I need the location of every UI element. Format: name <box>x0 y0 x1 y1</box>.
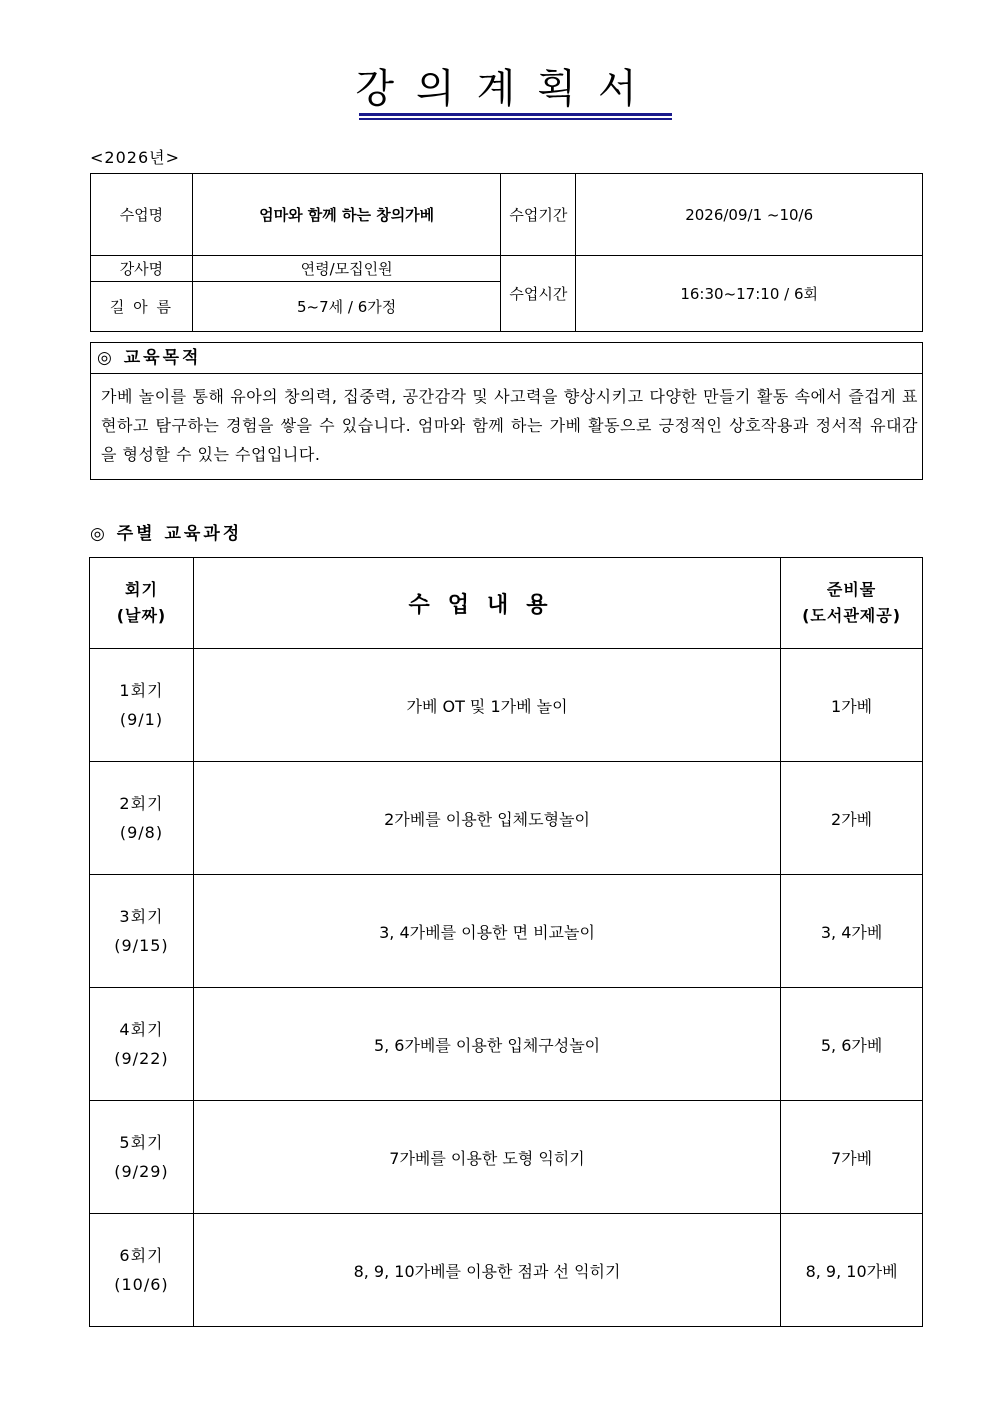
session-cell <box>90 875 194 988</box>
session-date: (10/6) <box>114 1275 169 1294</box>
instructor-label: 강사명 <box>91 256 193 282</box>
session-date: (9/1) <box>119 710 164 729</box>
title-underline-secondary <box>359 118 672 120</box>
session-date: (9/29) <box>114 1162 169 1181</box>
session-material: 5, 6가베 <box>781 988 923 1101</box>
session-content: 5, 6가베를 이용한 입체구성놀이 <box>193 988 780 1101</box>
session-content: 8, 9, 10가베를 이용한 점과 선 익히기 <box>193 1214 780 1327</box>
header-material <box>781 558 923 649</box>
time-label: 수업시간 <box>501 256 576 332</box>
session-material: 2가베 <box>781 762 923 875</box>
session-content: 가베 OT 및 1가베 놀이 <box>193 649 780 762</box>
class-info-table <box>90 173 923 332</box>
session-number: 4회기 <box>119 1020 164 1039</box>
education-goal-text: 가베 놀이를 통해 유아의 창의력, 집중력, 공간감각 및 사고력을 향상시키고 다양한 만들기 활동 속에서 즐겁게 표현하고 탐구하는 경험을 쌓을 수 있습니다. 엄마와 함께 하는 가베 활동으로 긍정적인 상호작용과 정서적 유대감을 형성할 수 있는 수업입니다. <box>101 387 918 464</box>
session-cell <box>90 1214 194 1327</box>
class-name-value: 엄마와 함께 하는 창의가베 <box>192 174 501 256</box>
table-row <box>90 762 923 875</box>
session-number: 5회기 <box>119 1133 164 1152</box>
session-cell <box>90 762 194 875</box>
education-goal-box <box>90 342 923 480</box>
session-material: 8, 9, 10가베 <box>781 1214 923 1327</box>
header-session <box>90 558 194 649</box>
session-date: (9/8) <box>119 823 164 842</box>
age-capacity-value: 5~7세 / 6가정 <box>192 282 501 332</box>
table-row <box>90 649 923 762</box>
title-underline <box>359 113 672 116</box>
session-number: 2회기 <box>119 794 164 813</box>
session-number: 1회기 <box>119 681 164 700</box>
session-content: 2가베를 이용한 입체도형놀이 <box>193 762 780 875</box>
weekly-curriculum-table <box>89 557 923 1327</box>
header-content: 수업내용 <box>193 558 780 649</box>
curriculum-rows <box>90 649 923 1327</box>
class-name-label: 수업명 <box>91 174 193 256</box>
session-number: 6회기 <box>119 1246 164 1265</box>
session-number: 3회기 <box>119 907 164 926</box>
session-cell <box>90 649 194 762</box>
period-label: 수업기간 <box>501 174 576 256</box>
table-row <box>90 1214 923 1327</box>
session-cell <box>90 988 194 1101</box>
header-material-note: (도서관제공) <box>802 606 902 625</box>
session-content: 7가베를 이용한 도형 익히기 <box>193 1101 780 1214</box>
table-row <box>90 1101 923 1214</box>
session-date: (9/22) <box>114 1049 169 1068</box>
document-title: 강의계획서 <box>355 66 659 112</box>
header-date-label: (날짜) <box>116 606 167 625</box>
session-material: 7가베 <box>781 1101 923 1214</box>
session-cell <box>90 1101 194 1214</box>
education-goal-heading: ◎ 교육목적 <box>91 343 922 374</box>
year-label: <2026년> <box>90 148 180 167</box>
period-value: 2026/09/1 ~10/6 <box>576 174 923 256</box>
session-material: 3, 4가베 <box>781 875 923 988</box>
table-row <box>90 875 923 988</box>
instructor-name: 길 아 름 <box>91 282 193 332</box>
weekly-curriculum-heading: ◎ 주별 교육과정 <box>90 524 243 544</box>
header-material-label: 준비물 <box>826 580 877 599</box>
session-material: 1가베 <box>781 649 923 762</box>
table-row <box>90 988 923 1101</box>
session-content: 3, 4가베를 이용한 면 비교놀이 <box>193 875 780 988</box>
session-date: (9/15) <box>114 936 169 955</box>
time-value: 16:30~17:10 / 6회 <box>576 256 923 332</box>
age-capacity-label: 연령/모집인원 <box>192 256 501 282</box>
header-session-label: 회기 <box>125 580 158 599</box>
